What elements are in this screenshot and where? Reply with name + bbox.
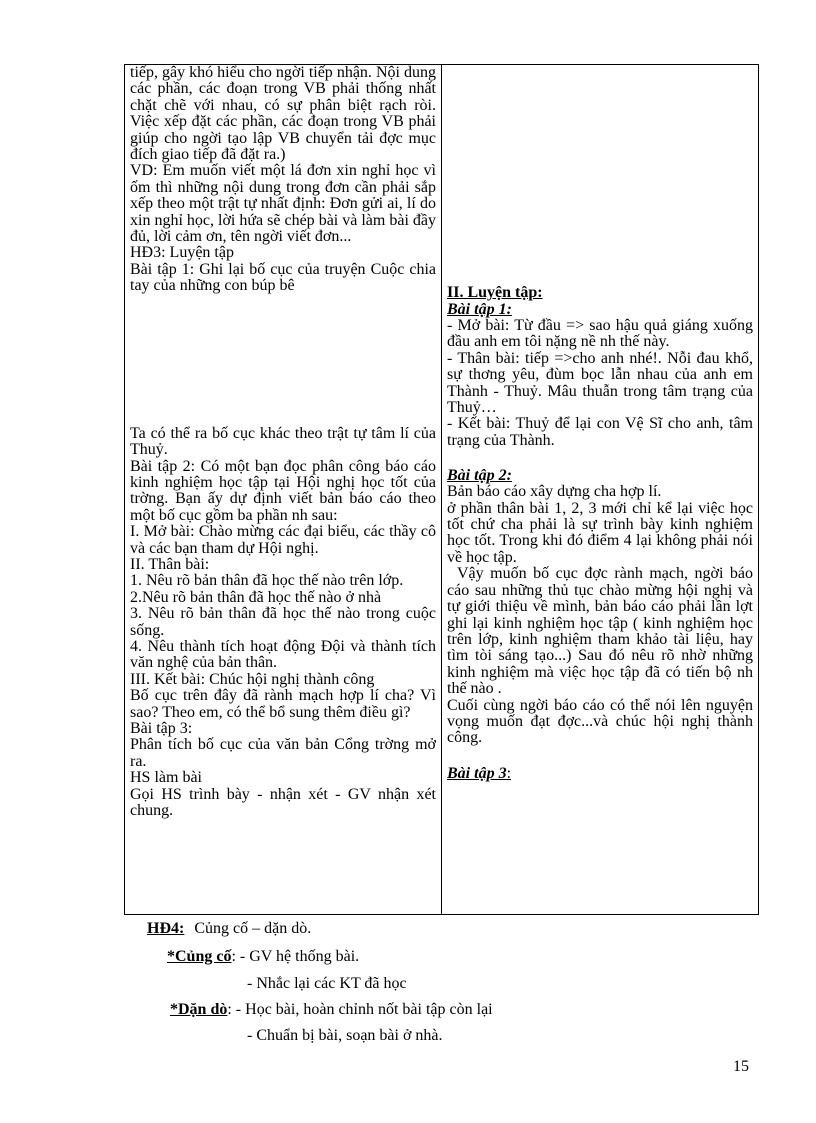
right-mo-bai: - Mở bài: Từ đầu => sao hậu quả giáng xuống đầu anh em tôi nặng nề nh thế này. bbox=[447, 317, 753, 351]
right-bt2-p1: Bản báo cáo xây dựng cha hợp lí. bbox=[447, 483, 662, 501]
cung-co-line bbox=[167, 948, 359, 966]
left-question: Bố cục trên đây đã rành mạch hợp lí cha? Vì sao? Theo em, có thể bổ sung thêm điều gì? bbox=[130, 687, 436, 721]
cung-co-text: : - GV hệ thống bài. bbox=[231, 948, 360, 965]
hd4-text: Củng cố – dặn dò. bbox=[194, 920, 312, 937]
left-tb-2: 2.Nêu rõ bản thân đã học thế nào ở nhà bbox=[130, 588, 382, 606]
left-alt-order: Ta có thể ra bố cục khác theo trật tự tâm lí của Thuỷ. bbox=[130, 424, 436, 459]
dan-do-line bbox=[170, 1001, 493, 1019]
cung-co-label: *Củng cố bbox=[167, 948, 232, 965]
right-bt2-p2: ở phần thân bài 1, 2, 3 mới chỉ kể lại việc học tốt chứ cha phải là sự trình bày kinh nghiệm học tốt. Trong khi đó điểm 4 lại không phải nói về học tập. bbox=[447, 499, 753, 566]
teacher-activity-column bbox=[125, 65, 442, 915]
left-than-bai: II. Thân bài: bbox=[130, 555, 210, 573]
dan-do-label: *Dặn dò bbox=[170, 1001, 228, 1018]
cung-co-line-2: - Nhắc lại các KT đã học bbox=[247, 975, 407, 992]
hd4-line bbox=[147, 920, 311, 938]
left-tb-4: 4. Nêu thành tích hoạt động Đội và thành tích văn nghệ của bản thân. bbox=[130, 637, 436, 672]
exercise-2-label: Bài tập 2: bbox=[447, 467, 512, 485]
hd4-label: HĐ4: bbox=[147, 920, 185, 937]
left-tb-3: 3. Nêu rõ bản thân đã học thế nào trong cuộc sống. bbox=[130, 605, 436, 639]
left-exercise-2-intro: Bài tập 2: Có một bạn đọc phân công báo cáo kinh nghiệm học tập tại Hội nghị học tốt của trờng. Bạn ấy dự định viết bản báo cáo theo một bố cục gồm ba phần nh sau: bbox=[130, 457, 436, 524]
right-ket-bai: - Kết bài: Thuỷ để lại con Vệ Sĩ cho anh, tâm trạng của Thành. bbox=[447, 415, 753, 449]
left-exercise-3-task: Phân tích bố cục của văn bản Cổng trờng mở ra. bbox=[130, 736, 436, 770]
hd3-heading: HĐ3: Luyện tập bbox=[130, 244, 234, 262]
left-example: VD: Em muốn viết một lá đơn xin nghỉ học vì ốm thì những nội dung trong đơn cần phải sắp xếp theo một trật tự nhất định: Đơn gửi ai, lí do xin nghỉ học, lời hứa sẽ chép bài và làm bài đầy đủ, lời cảm ơn, tên ngời viết đơn... bbox=[130, 162, 436, 246]
left-para-1: tiếp, gây khó hiểu cho ngời tiếp nhận. Nội dung các phần, các đoạn trong VB phải thống nhất chặt chẽ với nhau, có sự phân biệt rạch ròi. Việc xếp đặt các phần, các đoạn trong VB phải giúp cho ngời tạo lập VB chuyển tải đợc mục đích giao tiếp đã đặt ra.) bbox=[130, 64, 436, 164]
left-mo-bai: I. Mở bài: Chào mừng các đại biểu, các thầy cô và các bạn tham dự Hội nghị. bbox=[130, 523, 436, 557]
page-number: 15 bbox=[733, 1058, 749, 1075]
content-column bbox=[442, 65, 759, 915]
left-gv: Gọi HS trình bày - nhận xét - GV nhận xét chung. bbox=[130, 785, 436, 820]
left-exercise-1: Bài tập 1: Ghi lại bố cục của truyện Cuộc chia tay của những con búp bê bbox=[130, 260, 436, 295]
right-bt2-p3: Vậy muốn bố cục đợc rành mạch, ngời báo cáo sau những thủ tục chào mừng hội nghị và tự giới thiệu về mình, bản báo cáo phải lần lợt ghi lại kinh nghiệm học tập ( kinh nghiệm học trên lớp, kinh nghiệm tham khảo tài liệu, hay tìm tòi sáng tạo...) Sau đó nêu rõ nhờ những kinh nghiệm mà việc học tập đã có tiến bộ nh thế nào . bbox=[447, 565, 753, 698]
left-tb-1: 1. Nêu rõ bản thân đã học thế nào trên lớp. bbox=[130, 572, 404, 590]
left-hs: HS làm bài bbox=[130, 769, 202, 787]
left-exercise-3: Bài tập 3: bbox=[130, 720, 193, 737]
right-than-bai: - Thân bài: tiếp =>cho anh nhé!. Nỗi đau khổ, sự thơng yêu, đùm bọc lẫn nhau của anh em Thành - Thuỷ. Mâu thuẫn trong tâm trạng của Thuỷ… bbox=[447, 349, 753, 417]
practice-heading: II. Luyện tập: bbox=[447, 284, 543, 301]
exercise-3-label: Bài tập 3: bbox=[447, 764, 512, 782]
dan-do-line-2: - Chuẩn bị bài, soạn bài ở nhà. bbox=[247, 1027, 443, 1044]
right-bt2-p4: Cuối cùng ngời báo cáo có thể nói lên nguyện vọng muốn đạt đợc...và chúc hội nghị thành công. bbox=[447, 696, 753, 747]
exercise-1-label: Bài tập 1: bbox=[447, 301, 512, 318]
left-ket-bai: III. Kết bài: Chúc hội nghị thành công bbox=[130, 670, 375, 688]
dan-do-text: : - Học bài, hoàn chỉnh nốt bài tập còn lại bbox=[227, 1001, 493, 1018]
lesson-table bbox=[124, 64, 759, 915]
